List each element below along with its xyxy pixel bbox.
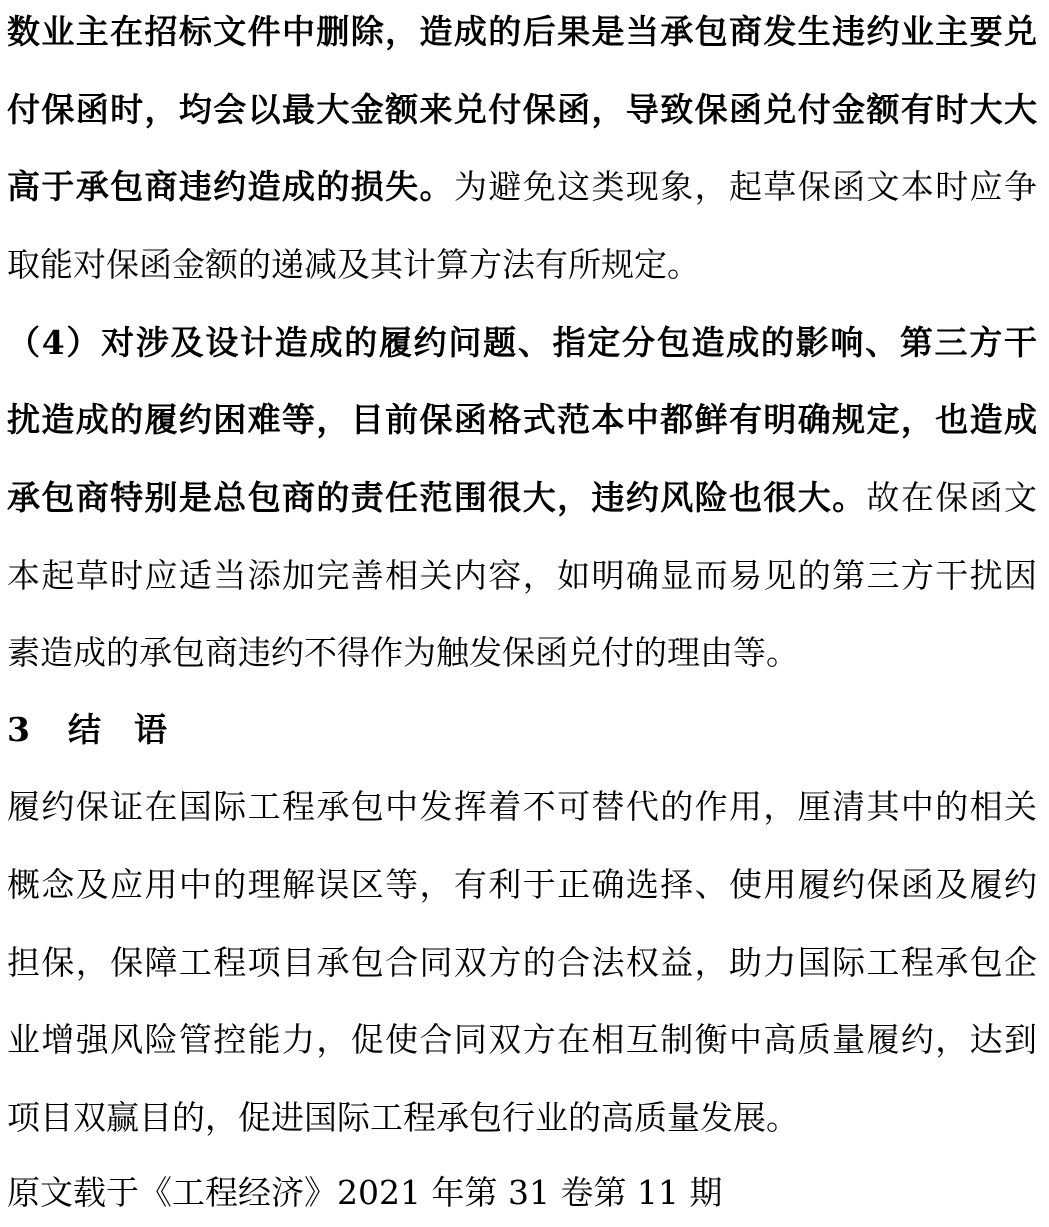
normal-text: 取能对保函金额的递减及其计算方法有所规定。 [7,245,700,284]
normal-text: 故在保函文 [866,478,1037,517]
normal-text: 本起草时应适当添加完善相关内容，如明确显而易见的第三方干扰因 [7,556,1037,595]
bold-text: 扰造成的履约困难等，目前保函格式范本中都鲜有明确规定，也造成 [7,400,1037,439]
paragraph-line: 担保，保障工程项目承包合同双方的合法权益，助力国际工程承包企 [7,943,1037,982]
normal-text: 为避免这类现象，起草保函文本时应争 [453,167,1037,206]
paragraph-line: 概念及应用中的理解误区等，有利于正确选择、使用履约保函及履约 [7,865,1037,904]
paragraph-line: 业增强风险管控能力，促使合同双方在相互制衡中高质量履约，达到 [7,1020,1037,1059]
paragraph-line [7,546,1037,606]
paragraph-line [7,313,1037,373]
paragraph-line [7,80,1037,140]
bold-text: 数业主在招标文件中删除，造成的后果是当承包商发生违约业主要兑 [7,12,1037,51]
bold-text: 付保函时，均会以最大金额来兑付保函，导致保函兑付金额有时大大 [7,90,1037,129]
paragraph-line [7,623,1037,683]
bold-text: 高于承包商违约造成的损失。 [7,167,454,206]
section-heading [7,700,1037,760]
section-number: 3 [7,710,30,749]
paragraph-line [7,235,1037,295]
bold-text: 承包商特别是总包商的责任范围很大，违约风险也很大。 [7,478,867,517]
paragraph-line [7,157,1037,217]
paragraph-line [7,390,1037,450]
paragraph-line: 履约保证在国际工程承包中发挥着不可替代的作用，厘清其中的相关 [7,787,1037,826]
normal-text: 素造成的承包商违约不得作为触发保函兑付的理由等。 [7,633,799,672]
bold-text: （4）对涉及设计造成的履约问题、指定分包造成的影响、第三方干 [7,323,1037,362]
section-title-char: 结 [67,710,101,749]
source-note: 原文载于《工程经济》2021 年第 31 卷第 11 期 [7,1173,723,1212]
paragraph-line [7,2,1037,62]
paragraph-line [7,468,1037,528]
paragraph-line: 项目双赢目的，促进国际工程承包行业的高质量发展。 [7,1098,799,1137]
section-title-char: 语 [133,710,167,749]
